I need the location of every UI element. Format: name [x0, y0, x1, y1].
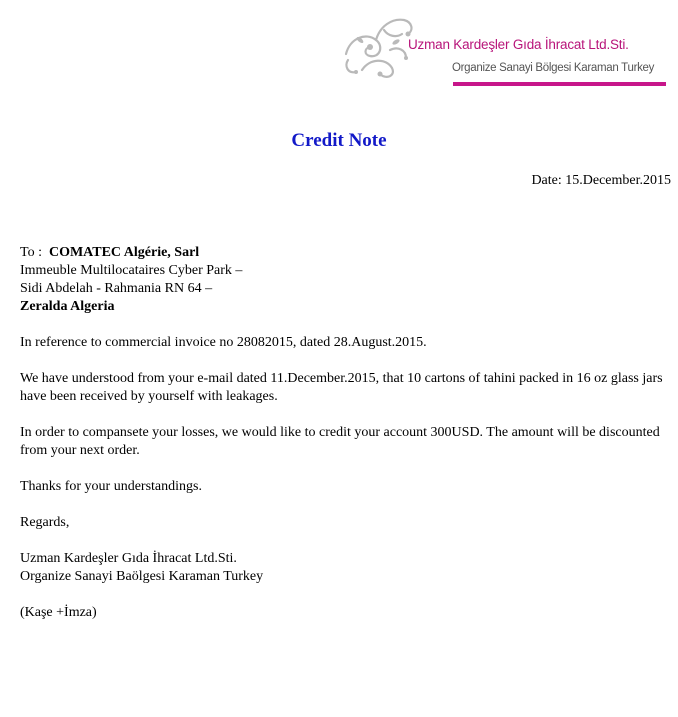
paragraph-thanks: Thanks for your understandings. — [20, 479, 202, 494]
paragraph-reference: In reference to commercial invoice no 28082015, dated 28.August.2015. — [20, 335, 427, 350]
recipient-block — [20, 244, 672, 316]
signature-address: Organize Sanayi Baölgesi Karaman Turkey — [20, 569, 264, 584]
recipient-prefix: To : — [20, 245, 42, 260]
document-title: Credit Note — [291, 130, 387, 151]
recipient-to-line — [20, 244, 672, 262]
letterhead-rule — [453, 82, 666, 86]
letter-body — [20, 244, 672, 640]
recipient-address-line-3: Zeralda Algeria — [20, 299, 115, 314]
document-date: Date: 15.December.2015 — [531, 173, 671, 188]
signature-stamp: (Kaşe +İmza) — [20, 605, 97, 620]
letterhead — [340, 10, 670, 92]
letterhead-address: Organize Sanayi Bölgesi Karaman Turkey — [452, 62, 655, 74]
paragraph-regards: Regards, — [20, 515, 70, 530]
letterhead-company: Uzman Kardeşler Gıda İhracat Ltd.Sti. — [408, 37, 629, 52]
recipient-name: COMATEC Algérie, Sarl — [48, 245, 200, 260]
paragraph-understood: We have understood from your e-mail dated 11.December.2015, that 10 cartons of tahini packed in 16 oz glass jars have been received by yourself with leakages. — [20, 371, 663, 404]
recipient-address-line-1: Immeuble Multilocataires Cyber Park – — [20, 263, 243, 278]
signature-company: Uzman Kardeşler Gıda İhracat Ltd.Sti. — [20, 551, 237, 566]
paragraph-compensate: In order to compansete your losses, we would like to credit your account 300USD. The amount will be discounted from your next order. — [20, 425, 660, 458]
signature-block — [20, 550, 672, 586]
recipient-address-line-2: Sidi Abdelah - Rahmania RN 64 – — [20, 281, 213, 296]
